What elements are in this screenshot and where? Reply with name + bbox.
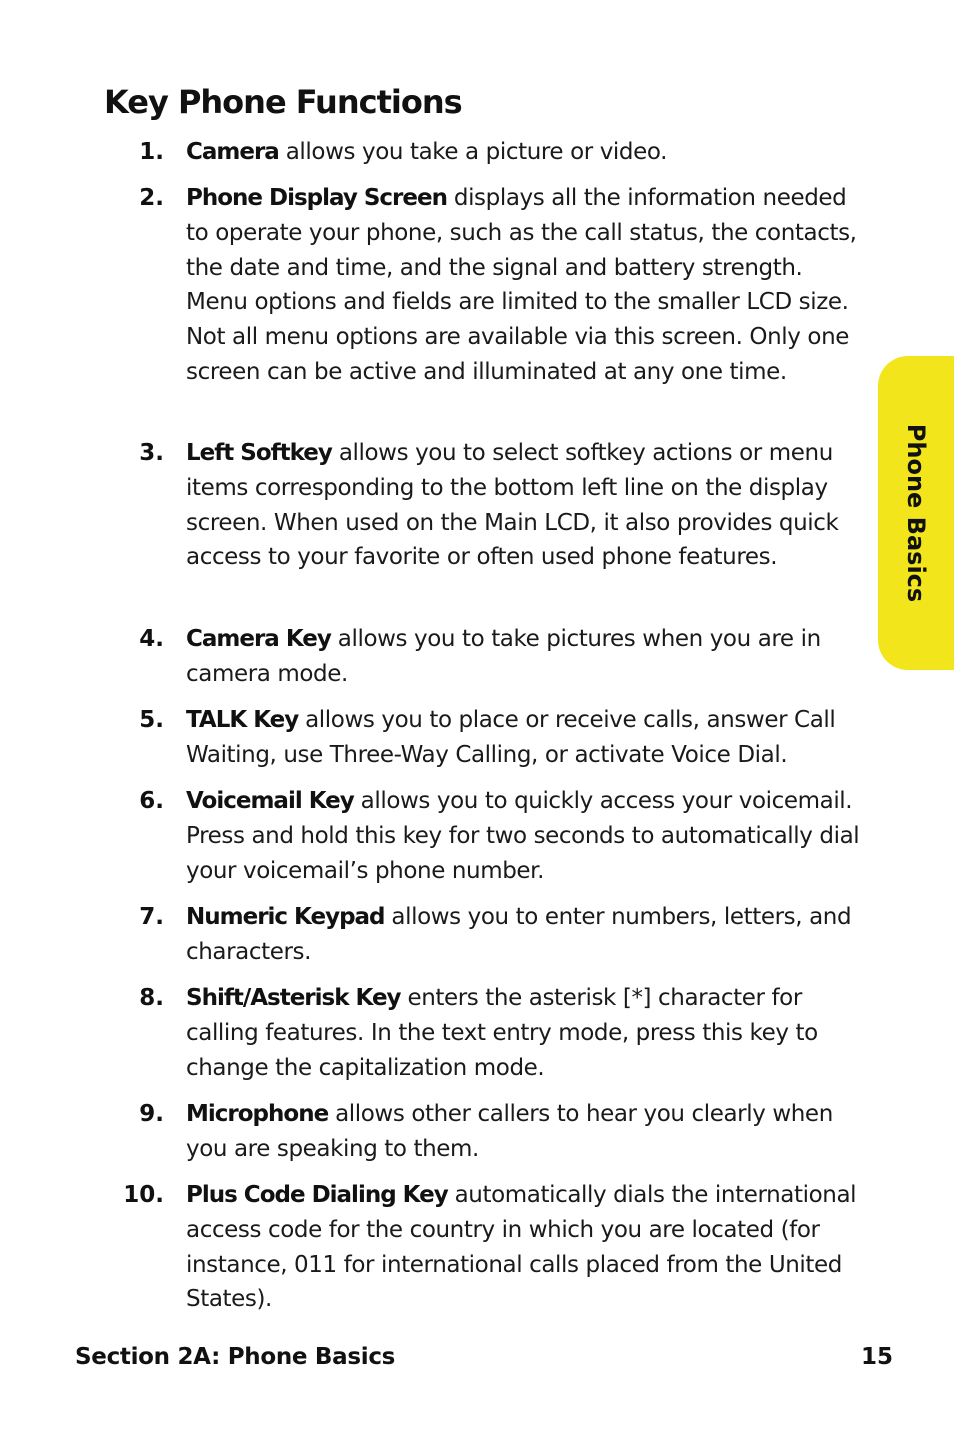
item-term: Plus Code Dialing Key <box>186 1182 448 1208</box>
footer-section-title: Section 2A: Phone Basics <box>75 1344 396 1370</box>
item-term: Voicemail Key <box>186 788 354 814</box>
item-description: allows you to place or receive calls, answer Call Waiting, use Three-Way Calling, or activate Voice Dial. <box>186 707 836 768</box>
item-term: Camera Key <box>186 626 331 652</box>
item-text <box>186 900 866 970</box>
item-text <box>186 622 866 692</box>
item-description: allows you to quickly access your voicemail. Press and hold this key for two seconds to automatically dial your voicemail’s phone number. <box>186 788 860 884</box>
item-description: allows you to select softkey actions or menu items corresponding to the bottom left line on the display screen. When used on the Main LCD, it also provides quick access to your favorite or often used phone features. <box>186 440 839 571</box>
item-term: Shift/Asterisk Key <box>186 985 401 1011</box>
item-description: automatically dials the international access code for the country in which you are located (for instance, 011 for international calls placed from the United States). <box>186 1182 857 1313</box>
item-number: 7. <box>139 904 164 930</box>
side-tab-label: Phone Basics <box>902 423 930 603</box>
item-number: 1. <box>139 139 164 165</box>
item-number: 6. <box>139 788 164 814</box>
item-number: 5. <box>139 707 164 733</box>
item-term: Numeric Keypad <box>186 904 385 930</box>
item-description: allows you to enter numbers, letters, and characters. <box>186 904 852 965</box>
item-number: 2. <box>139 185 164 211</box>
item-number: 4. <box>139 626 164 652</box>
page-title: Key Phone Functions <box>104 83 462 121</box>
item-text <box>186 181 866 390</box>
item-term: Phone Display Screen <box>186 185 447 211</box>
item-description: allows you to take pictures when you are in camera mode. <box>186 626 821 687</box>
item-description: enters the asterisk [*] character for calling features. In the text entry mode, press this key to change the capitalization mode. <box>186 985 818 1081</box>
item-text <box>186 1097 866 1167</box>
item-text <box>186 981 866 1085</box>
item-description: allows you take a picture or video. <box>278 139 668 165</box>
item-number: 9. <box>139 1101 164 1127</box>
item-text <box>186 436 866 575</box>
section-side-tab <box>878 356 954 670</box>
item-text <box>186 135 866 170</box>
item-description: displays all the information needed to operate your phone, such as the call status, the contacts, the date and time, and the signal and battery strength. Menu options and fields are limited to the smaller LCD size. Not all menu options are available via this screen. Only one screen can be active and illuminated at any one time. <box>186 185 857 385</box>
item-number: 10. <box>123 1182 164 1208</box>
item-description: allows other callers to hear you clearly when you are speaking to them. <box>186 1101 833 1162</box>
item-number: 3. <box>139 440 164 466</box>
item-term: TALK Key <box>186 707 299 733</box>
item-term: Left Softkey <box>186 440 332 466</box>
page-number: 15 <box>860 1344 893 1370</box>
item-text <box>186 703 866 773</box>
item-term: Microphone <box>186 1101 329 1127</box>
item-term: Camera <box>186 139 279 165</box>
item-number: 8. <box>139 985 164 1011</box>
item-text <box>186 784 866 888</box>
item-text <box>186 1178 866 1317</box>
